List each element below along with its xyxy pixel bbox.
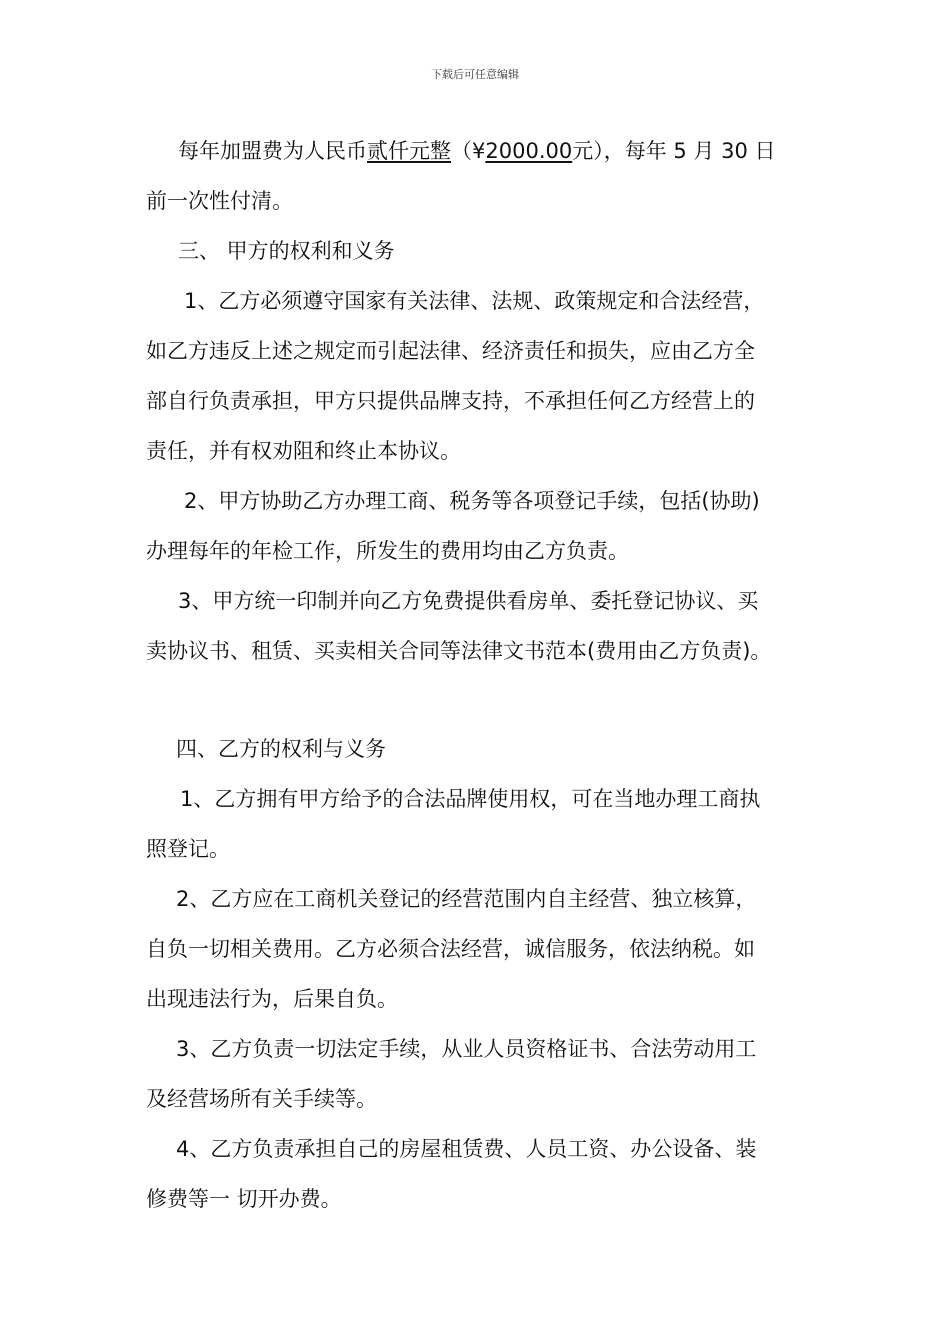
fee-amount-chinese: 贰仟元整: [367, 139, 451, 163]
s3-item3-line: 卖协议书、租赁、买卖相关合同等法律文书范本(费用由乙方负责)。: [146, 639, 772, 663]
s3-item3-line: 3、甲方统一印制并向乙方免费提供看房单、委托登记协议、买: [178, 589, 759, 613]
fee-text-suffix: 元），每年 5 月 30 日: [572, 139, 776, 163]
fee-text-prefix: 每年加盟费为人民币: [178, 139, 367, 163]
s4-item2-line: 2、乙方应在工商机关登记的经营范围内自主经营、独立核算，: [176, 887, 757, 911]
s4-item1-line: 1、乙方拥有甲方给予的合法品牌使用权，可在当地办理工商执: [180, 787, 761, 811]
section4-heading: 四、乙方的权利与义务: [176, 737, 386, 761]
s3-item1-line: 部自行负责承担，甲方只提供品牌支持，不承担任何乙方经营上的: [146, 389, 755, 413]
s4-item3-line: 及经营场所有关手续等。: [146, 1087, 377, 1111]
s4-item1-line: 照登记。: [146, 837, 230, 861]
s4-item4-line: 修费等一 切开办费。: [146, 1187, 342, 1211]
s3-item2-line: 2、甲方协助乙方办理工商、税务等各项登记手续，包括(协助): [184, 489, 760, 513]
s4-item3-line: 3、乙方负责一切法定手续，从业人员资格证书、合法劳动用工: [176, 1037, 757, 1061]
page-header-note: 下载后可任意编辑: [431, 68, 519, 81]
section3-heading: 三、 甲方的权利和义务: [178, 239, 395, 263]
fee-paren-open: （¥: [451, 139, 486, 163]
fee-line-1: [178, 136, 776, 166]
s3-item2-line: 办理每年的年检工作，所发生的费用均由乙方负责。: [146, 539, 629, 563]
s3-item1-line: 1、乙方必须遵守国家有关法律、法规、政策规定和合法经营，: [184, 289, 765, 313]
s3-item1-line: 责任，并有权劝阻和终止本协议。: [146, 439, 461, 463]
s4-item2-line: 出现违法行为，后果自负。: [146, 987, 398, 1011]
fee-line-2: 前一次性付清。: [146, 189, 293, 213]
fee-amount-number: 2000.00: [485, 139, 573, 163]
s4-item2-line: 自负一切相关费用。乙方必须合法经营，诚信服务，依法纳税。如: [146, 937, 755, 961]
s3-item1-line: 如乙方违反上述之规定而引起法律、经济责任和损失，应由乙方全: [146, 339, 755, 363]
s4-item4-line: 4、乙方负责承担自己的房屋租赁费、人员工资、办公设备、装: [176, 1137, 757, 1161]
